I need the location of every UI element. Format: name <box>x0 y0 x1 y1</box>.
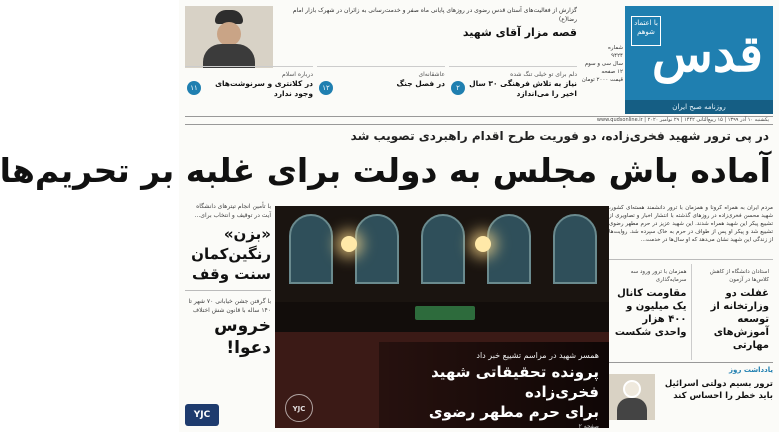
mini-teaser-title: در کلانتری و سرنوشت‌های وجود ندارد <box>215 79 313 98</box>
avatar-body <box>617 398 647 420</box>
sub-story-kicker: همزمان با ترور ورود سه سرمایه‌گذاری <box>630 269 687 283</box>
left-column <box>185 202 271 430</box>
editorial-title[interactable]: ترور بسیم دولتی اسرائیل باید خطر را احساس کند <box>664 379 773 401</box>
shrine-arch <box>289 214 333 284</box>
right-sub-stories <box>609 264 773 360</box>
photo-caption <box>379 342 609 428</box>
meta-line: ۹۴۲۴ <box>611 53 623 59</box>
meta-line: ۱۲ صفحه <box>601 69 623 75</box>
mini-teaser-title: در فصل جنگ <box>396 79 445 88</box>
yjc-logo: YJC <box>185 404 219 426</box>
right-column <box>609 204 773 430</box>
meta-line: سال سی و سوم <box>584 61 623 67</box>
mini-teaser[interactable] <box>317 66 445 106</box>
meta-line: قیمت ۲۰۰۰ تومان <box>581 77 623 83</box>
left-story2-summary: با گرفتن جشن خیابانی ۷۰ شهر تا ۱۴۰ ساله با قانون شش اختلاف <box>188 298 271 314</box>
chandelier-glow <box>475 236 491 252</box>
date-bar: یکشنبه ۱۰ آذر ۱۳۹۹ | ۱۵ ربیع‌الثانی ۱۴۴۲ | ۲۹ نوامبر ۲۰۲۰ | www.qudsonline.ir <box>185 116 773 125</box>
mini-teaser-kicker: عاشقانه‌ای <box>418 71 445 78</box>
sub-story-title: مقاومت کانال یک میلیون و ۴۰۰ هزار واحدی شکست <box>614 288 687 338</box>
left-story2-title[interactable]: خروس دعوا! <box>214 316 271 358</box>
avatar-head <box>623 380 641 398</box>
cleric-portrait <box>185 6 273 68</box>
left-story-title[interactable]: «بزن» رنگین‌کمان سنت وقف <box>191 225 271 283</box>
sub-story-kicker: استادان دانشگاه از کاهش کلاس‌ها در آزمون <box>709 269 769 283</box>
meta-line: شماره <box>607 45 623 51</box>
portrait-face <box>217 22 241 46</box>
main-headline[interactable]: آماده باش مجلس به دولت برای غلبه بر تحریم‌ها <box>0 151 771 190</box>
shrine-arch <box>487 214 531 284</box>
shrine-arch <box>355 214 399 284</box>
caption-kicker: همسر شهید در مراسم تشییع خبر داد <box>476 351 599 360</box>
shrine-arch <box>553 214 597 284</box>
top-teaser[interactable] <box>277 6 577 62</box>
caption-title-line[interactable]: پرونده تحقیقاتی شهید فخری‌زاده <box>431 363 599 401</box>
mini-teaser-kicker: درباره اسلام <box>281 71 313 78</box>
lead-photo[interactable] <box>275 206 609 428</box>
masthead <box>185 6 773 114</box>
logo-badge: با اعتماد شوهم <box>631 16 661 46</box>
divider <box>185 290 271 291</box>
top-teaser-title: قصه مزار آقای شهید <box>462 26 577 39</box>
logo-tagline: روزنامه صبح ایران <box>625 100 773 114</box>
column-tag: یادداشت روز <box>729 366 773 374</box>
caption-title-line[interactable]: برای حرم مطهر رضوی <box>428 403 599 421</box>
left-story-summary: با تأمین انجام تیترهای دانشگاه آیت در توقیف و انتخاب برای... <box>194 203 271 219</box>
mini-teaser-kicker: دلم برای تو خیلی تنگ شده <box>510 71 577 78</box>
chandelier-glow <box>341 236 357 252</box>
sub-story-title: غفلت دو وزارتخانه از توسعه آموزش‌های مهارتی <box>710 288 769 351</box>
teaser-row <box>185 6 577 114</box>
sub-story[interactable] <box>609 264 691 360</box>
headline-kicker: در پی ترور شهید فخری‌زاده، دو فوریت طرح اقدام راهبردی تصویب شد <box>350 129 769 143</box>
page-number-badge: ۱۲ <box>319 81 333 95</box>
mini-teaser[interactable] <box>185 66 313 106</box>
watermark-logo: YJC <box>285 394 313 422</box>
portrait-robe <box>203 44 255 68</box>
lead-story-body: مردم ایران به همراه کرونا و همزمان با ترور دانشمند هسته‌ای کشور، شهید محسن فخری‌زاده در روزهای گذشته با انتشار اخبار و تصاویری از تشییع پیکر این شهید همراه شدند. این شهید عزیز در حرم مطهر رضوی تشییع شد و پیکر او پس از طواف در حرم به خاک سپرده شد. روایت‌ها از زندگی این شهید نشان می‌دهد که او سال‌ها در خدمت... <box>609 204 773 260</box>
top-teaser-text: گزارش از فعالیت‌های آستان قدس رضوی در روزهای پایانی ماه صفر و خدمت‌رسانی به زائران در شهرک بازار امام رضا(ع) <box>292 7 577 23</box>
issue-meta <box>581 44 623 106</box>
sub-story[interactable] <box>691 264 774 360</box>
mini-teasers <box>185 66 577 114</box>
page-number-badge: ۱۱ <box>187 81 201 95</box>
mini-teaser-title: نیاز به تلاش فرهنگی ۳۰ سال اخیر را می‌اندازد <box>469 79 577 98</box>
coffin <box>415 306 475 320</box>
logo-box[interactable] <box>625 6 773 114</box>
page-number-badge: ۲ <box>451 81 465 95</box>
mini-teaser[interactable] <box>449 66 577 106</box>
shrine-arch <box>421 214 465 284</box>
logo: قدس <box>651 24 763 83</box>
author-avatar <box>609 374 655 420</box>
divider <box>609 362 773 363</box>
caption-page-ref: صفحه ۲ <box>578 423 599 430</box>
